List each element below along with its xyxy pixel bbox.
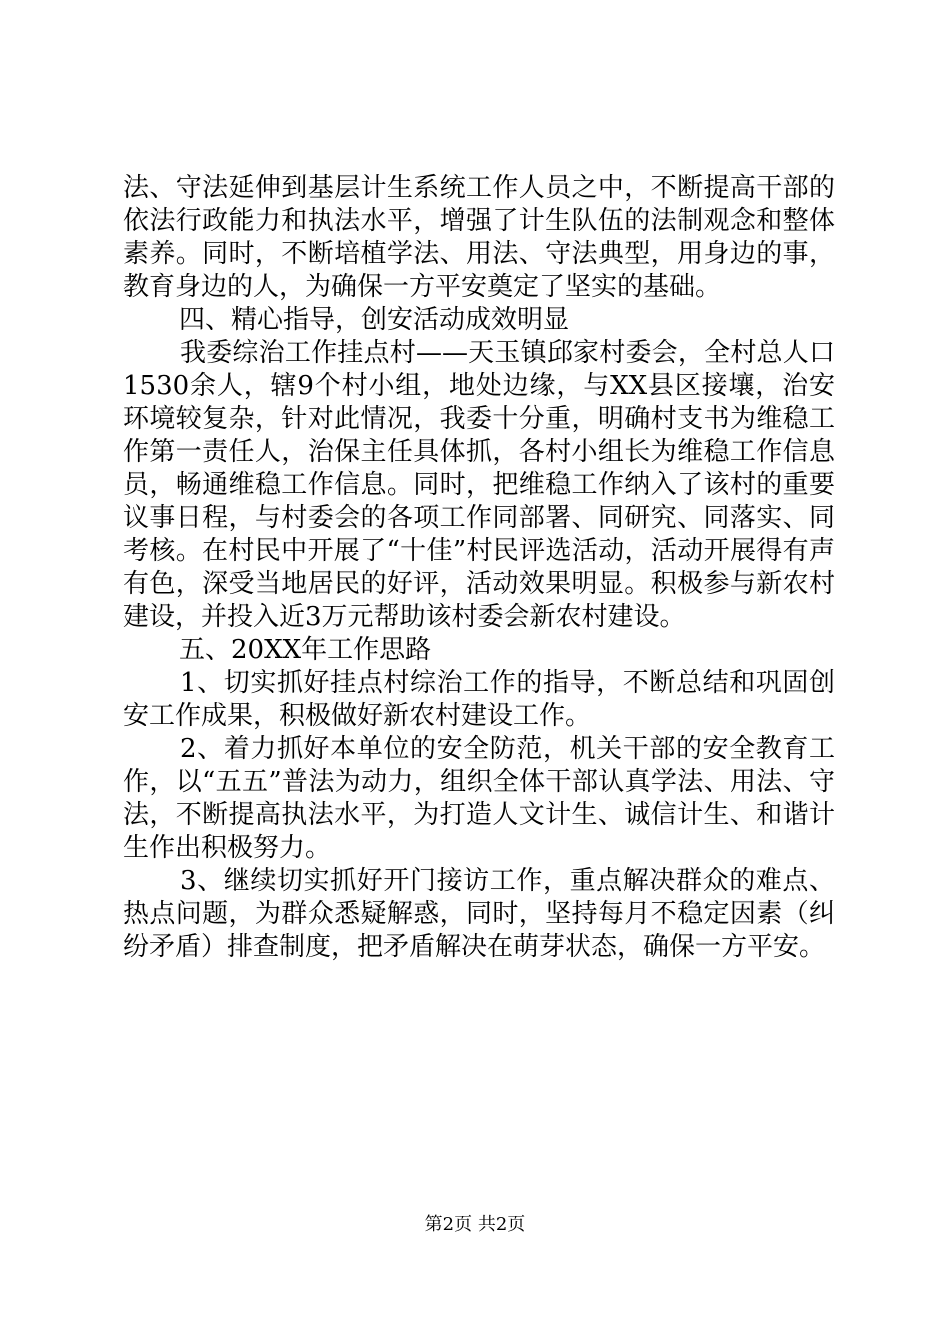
list-item-1: 1、切实抓好挂点村综治工作的指导，不断总结和巩固创安工作成果，积极做好新农村建设工作。 <box>123 668 835 731</box>
paragraph-village: 我委综治工作挂点村——天玉镇邱家村委会，全村总人口1530余人，辖9个村小组，地处边缘，与XX县区接壤，治安环境较复杂，针对此情况，我委十分重，明确村支书为维稳工作第一责任人，治保主任具体抓，各村小组长为维稳工作信息员，畅通维稳工作信息。同时，把维稳工作纳入了该村的重要议事日程，与村委会的各项工作同部署、同研究、同落实、同考核。在村民中开展了“十佳”村民评选活动，活动开展得有声有色，深受当地居民的好评，活动效果明显。积极参与新农村建设，并投入近3万元帮助该村委会新农村建设。 <box>123 338 835 632</box>
section-heading-4: 四、精心指导，创安活动成效明显 <box>179 305 570 335</box>
list-item-2: 2、着力抓好本单位的安全防范，机关干部的安全教育工作，以“五五”普法为动力，组织全体干部认真学法、用法、守法，不断提高执法水平，为打造人文计生、诚信计生、和谐计生作出积极努力。 <box>123 734 835 863</box>
paragraph-continuation: 法、守法延伸到基层计生系统工作人员之中，不断提高干部的依法行政能力和执法水平，增强了计生队伍的法制观念和整体素养。同时，不断培植学法、用法、守法典型，用身边的事，教育身边的人，为确保一方平安奠定了坚实的基础。 <box>123 173 835 302</box>
section-heading-5: 五、20XX年工作思路 <box>179 635 432 665</box>
list-item-3: 3、继续切实抓好开门接访工作，重点解决群众的难点、热点问题，为群众悉疑解惑，同时，坚持每月不稳定因素（纠纷矛盾）排查制度，把矛盾解决在萌芽状态，确保一方平安。 <box>123 866 835 962</box>
document-body <box>123 172 835 964</box>
page-number-footer: 第2页 共2页 <box>424 1214 526 1235</box>
